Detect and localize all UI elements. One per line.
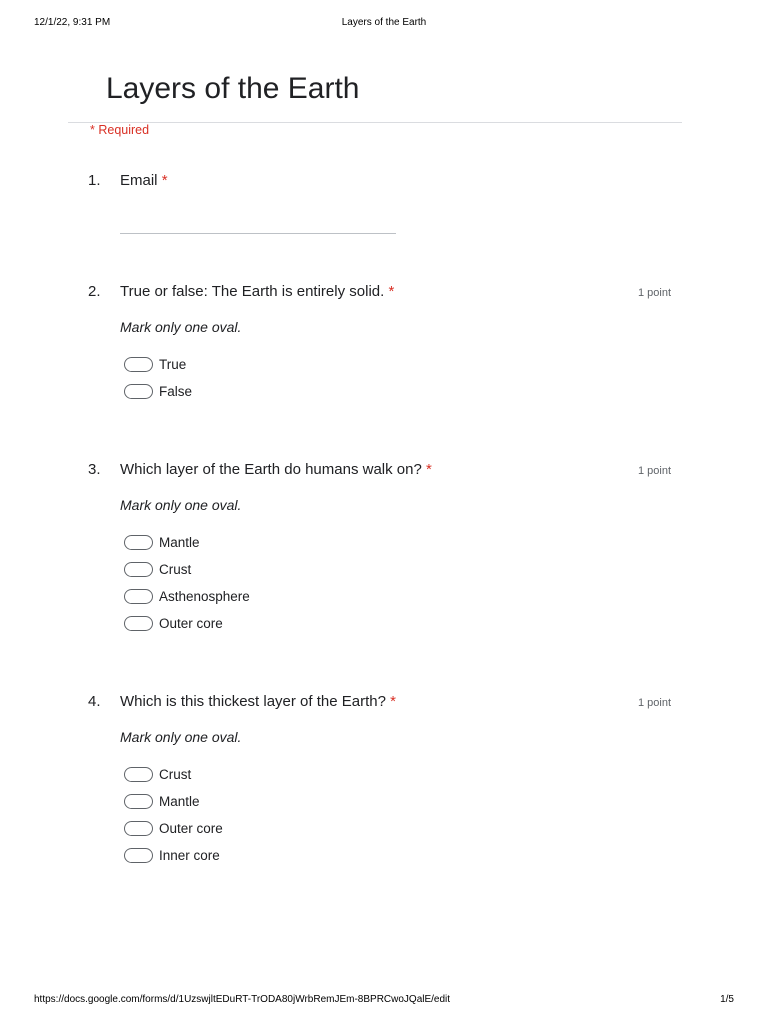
question-number: 3.	[88, 461, 101, 478]
question-number: 2.	[88, 283, 101, 300]
radio-oval[interactable]	[124, 384, 153, 399]
option-false[interactable]	[124, 382, 192, 400]
print-doc-title: Layers of the Earth	[341, 17, 427, 28]
radio-oval[interactable]	[124, 794, 153, 809]
question-text	[120, 461, 432, 478]
radio-oval[interactable]	[124, 848, 153, 863]
option-outer-core[interactable]	[124, 614, 223, 632]
print-url: https://docs.google.com/forms/d/1UzswjltEDuRT-TrODA80jWrbRemJEm-8BPRCwoJQalE/edit	[34, 994, 451, 1005]
option-label: Inner core	[159, 847, 220, 863]
print-datetime: 12/1/22, 9:31 PM	[34, 17, 111, 28]
title-divider	[68, 122, 682, 123]
required-star: *	[390, 693, 396, 710]
option-label: False	[159, 383, 193, 399]
form-title: Layers of the Earth	[106, 72, 360, 105]
option-outer-core[interactable]	[124, 819, 223, 837]
points-label: 1 point	[637, 287, 671, 299]
option-crust[interactable]	[124, 560, 191, 578]
radio-oval[interactable]	[124, 562, 153, 577]
instruction-text: Mark only one oval.	[120, 497, 242, 513]
print-page-number: 1/5	[720, 994, 734, 1005]
instruction-text: Mark only one oval.	[120, 729, 242, 745]
option-true[interactable]	[124, 355, 186, 373]
question-number: 4.	[88, 693, 101, 710]
option-label: Asthenosphere	[159, 588, 250, 604]
question-number: 1.	[88, 172, 101, 189]
required-star: *	[388, 283, 395, 300]
option-asthenosphere[interactable]	[124, 587, 250, 605]
radio-oval[interactable]	[124, 821, 153, 836]
option-mantle[interactable]	[124, 533, 200, 551]
option-label: Outer core	[159, 820, 223, 836]
required-star: *	[426, 461, 432, 478]
required-note: * Required	[90, 123, 150, 137]
radio-oval[interactable]	[124, 767, 153, 782]
option-crust[interactable]	[124, 765, 191, 783]
points-label: 1 point	[637, 697, 671, 709]
option-inner-core[interactable]	[124, 846, 220, 864]
radio-oval[interactable]	[124, 589, 153, 604]
instruction-text: Mark only one oval.	[120, 319, 242, 335]
question-label: Which is this thickest layer of the Earth?	[120, 693, 386, 710]
question-label: Email	[120, 172, 158, 189]
points-label: 1 point	[637, 465, 671, 477]
question-text	[120, 283, 394, 300]
email-field[interactable]	[120, 233, 396, 234]
radio-oval[interactable]	[124, 357, 153, 372]
radio-oval[interactable]	[124, 616, 153, 631]
option-label: Crust	[159, 561, 192, 577]
option-label: Mantle	[159, 793, 200, 809]
required-star: *	[161, 172, 168, 189]
radio-oval[interactable]	[124, 535, 153, 550]
option-label: Crust	[159, 766, 192, 782]
option-mantle[interactable]	[124, 792, 200, 810]
question-text	[120, 172, 168, 189]
question-label: Which layer of the Earth do humans walk on?	[120, 461, 422, 478]
question-text	[120, 693, 396, 710]
option-label: Mantle	[159, 534, 200, 550]
option-label: Outer core	[159, 615, 223, 631]
question-label: True or false: The Earth is entirely solid.	[120, 283, 385, 300]
option-label: True	[159, 356, 187, 372]
